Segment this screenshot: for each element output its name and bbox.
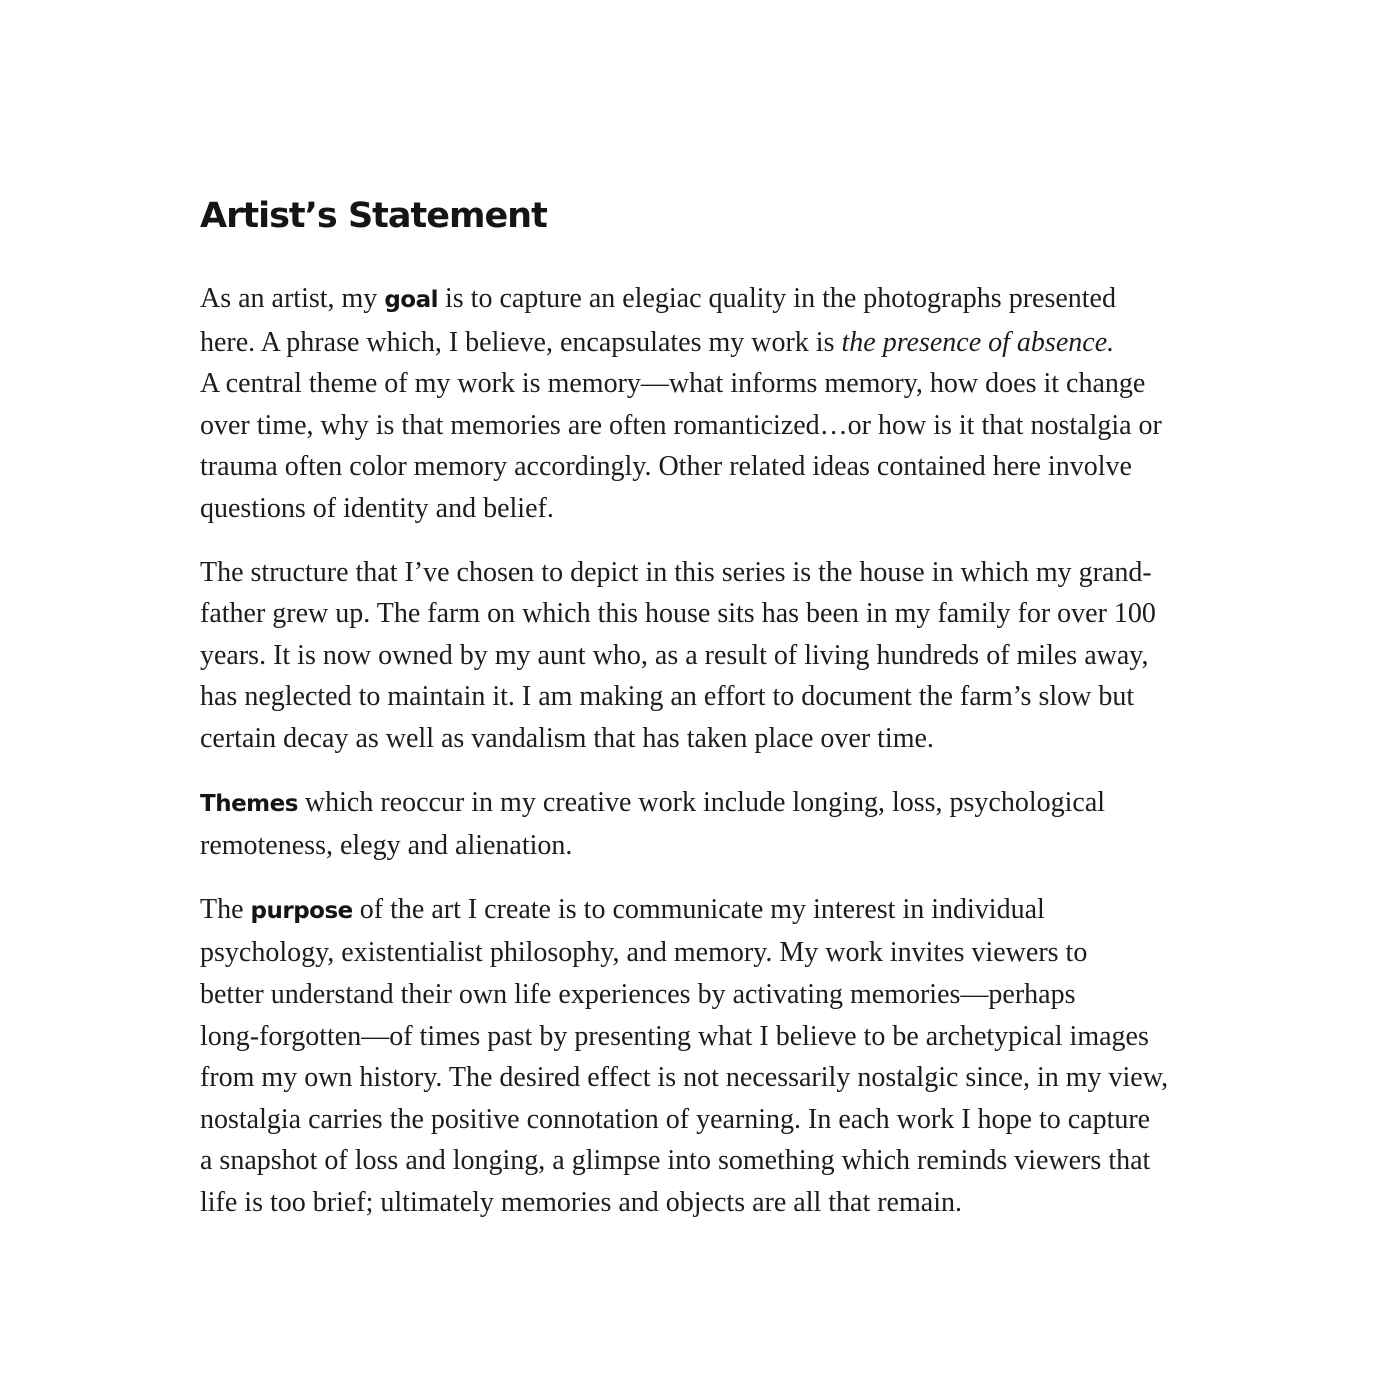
text-line: has neglected to maintain it. I am making an effort to document the farm’s slow but <box>200 681 1135 713</box>
paragraph-purpose <box>200 889 1210 1224</box>
text-line: nostalgia carries the positive connotation of yearning. In each work I hope to capture <box>200 1103 1151 1135</box>
text-span: which reoccur in my creative work include longing, loss, psychological <box>297 786 1106 818</box>
text-line: trauma often color memory accordingly. Other related ideas contained here involve <box>200 451 1132 483</box>
text-line <box>200 782 1210 826</box>
italic-phrase: the presence of absence. <box>841 326 1115 358</box>
page-title: Artist’s Statement <box>200 196 547 236</box>
text-line: psychology, existentialist philosophy, and memory. My work invites viewers to <box>200 937 1088 969</box>
text-line <box>200 278 1210 322</box>
text-line: father grew up. The farm on which this house sits has been in my family for over 100 <box>200 598 1156 630</box>
text-line: better understand their own life experiences by activating memories—perhaps <box>200 978 1076 1010</box>
text-line: over time, why is that memories are often romanticized…or how is it that nostalgia or <box>200 409 1162 441</box>
text-line: life is too brief; ultimately memories and objects are all that remain. <box>200 1186 962 1218</box>
text-span: is to capture an elegiac quality in the photographs presented <box>437 283 1116 314</box>
paragraph-goal <box>200 278 1210 530</box>
text-line: from my own history. The desired effect is not necessarily nostalgic since, in my view, <box>200 1062 1169 1094</box>
keyword-themes: Themes <box>200 790 298 817</box>
keyword-purpose: purpose <box>250 897 353 924</box>
text-line <box>200 889 1210 933</box>
text-line: certain decay as well as vandalism that has taken place over time. <box>200 722 934 754</box>
text-span: of the art I create is to communicate my interest in individual <box>352 893 1045 925</box>
text-line: questions of identity and belief. <box>200 492 554 524</box>
text-line: a snapshot of loss and longing, a glimpse into something which reminds viewers that <box>200 1145 1151 1177</box>
text-line: A central theme of my work is memory—what informs memory, how does it change <box>200 368 1146 400</box>
document-page <box>200 192 1210 1245</box>
paragraph-structure <box>200 552 1210 760</box>
paragraph-themes <box>200 782 1210 867</box>
keyword-goal: goal <box>384 287 438 313</box>
text-span: here. A phrase which, I believe, encapsulates my work is <box>200 326 842 358</box>
text-span: The <box>200 893 251 925</box>
text-line: The structure that I’ve chosen to depict in this series is the house in which my grand- <box>200 556 1152 588</box>
text-span: As an artist, my <box>200 283 385 314</box>
text-line: years. It is now owned by my aunt who, as a result of living hundreds of miles away, <box>200 639 1149 671</box>
text-line: long-forgotten—of times past by presenting what I believe to be archetypical images <box>200 1020 1149 1052</box>
text-line: remoteness, elegy and alienation. <box>200 830 573 862</box>
text-line <box>200 322 1210 364</box>
